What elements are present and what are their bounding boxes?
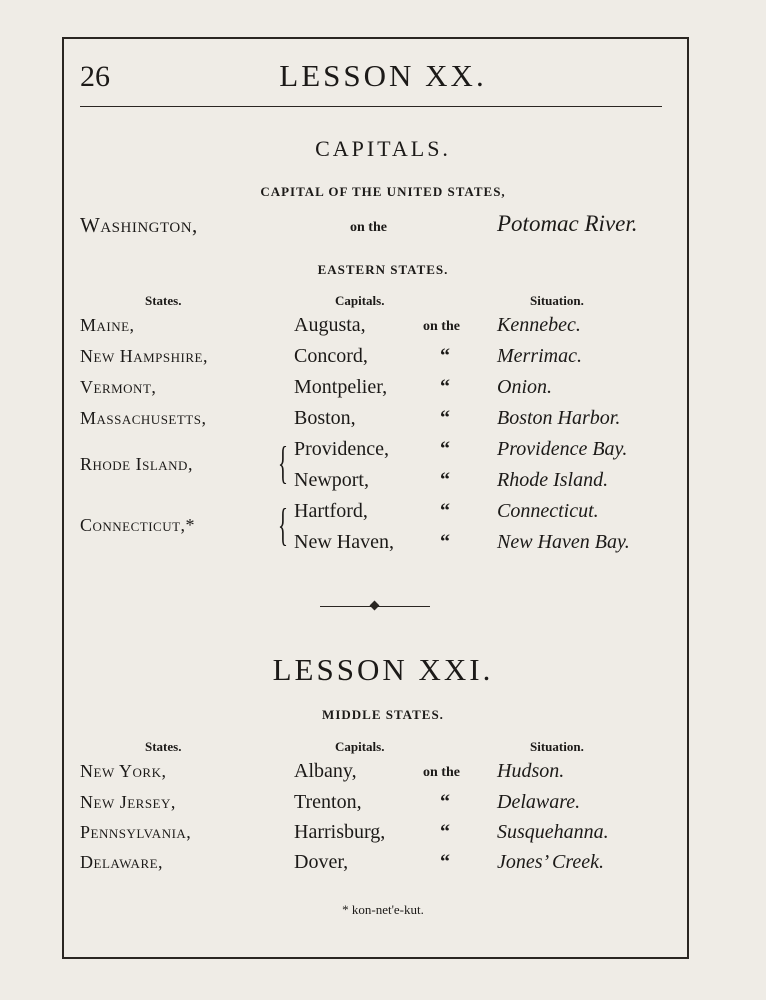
situation-name: Delaware.	[497, 791, 581, 813]
state-name: Maine,	[80, 315, 135, 335]
brace-icon: {	[278, 499, 288, 550]
eastern-states-heading: EASTERN STATES.	[317, 262, 449, 277]
capital-name: Albany,	[294, 760, 357, 782]
ditto-mark: “	[440, 438, 450, 460]
capital-name: Boston,	[294, 407, 356, 429]
col-states: States.	[145, 293, 182, 308]
col-situation: Situation.	[530, 293, 584, 308]
state-name: New Hampshire,	[80, 346, 208, 366]
ditto-mark: “	[440, 851, 450, 873]
us-capital-heading: CAPITAL OF THE UNITED STATES,	[260, 184, 506, 199]
us-capital-river: Potomac River.	[497, 211, 638, 236]
capital-name: Dover,	[294, 851, 349, 873]
section-title: CAPITALS.	[315, 136, 451, 161]
col-states: States.	[145, 739, 182, 754]
ditto-mark: “	[440, 345, 450, 367]
capital-name: New Haven,	[294, 531, 394, 553]
ditto-mark: “	[440, 821, 450, 843]
col-situation: Situation.	[530, 739, 584, 754]
capital-name: Providence,	[294, 438, 389, 460]
page-number: 26	[80, 60, 110, 93]
ditto-mark: “	[440, 531, 450, 553]
situation-name: Hudson.	[497, 760, 565, 782]
lesson-20-title: LESSON XX.	[279, 58, 487, 93]
situation-name: Jones’ Creek.	[497, 851, 604, 873]
header-rule	[80, 106, 662, 107]
situation-name: Boston Harbor.	[497, 407, 621, 429]
situation-name: Onion.	[497, 376, 552, 398]
ditto-mark: “	[440, 407, 450, 429]
footnote: * kon-net'e-kut.	[342, 902, 424, 917]
situation-name: Rhode Island.	[497, 469, 609, 491]
state-name: Rhode Island,	[80, 454, 193, 474]
ditto-mark: “	[440, 376, 450, 398]
brace-icon: {	[278, 437, 288, 488]
us-capital-city: Washington,	[80, 213, 198, 237]
on-the: on the	[423, 765, 460, 780]
situation-name: Connecticut.	[497, 500, 599, 522]
situation-name: Providence Bay.	[497, 438, 628, 460]
situation-name: Susquehanna.	[497, 821, 609, 843]
situation-name: Kennebec.	[497, 314, 581, 336]
ditto-mark: “	[440, 500, 450, 522]
capital-name: Augusta,	[294, 314, 366, 336]
ditto-mark: “	[440, 469, 450, 491]
us-capital-on: on the	[350, 220, 387, 235]
middle-states-heading: MIDDLE STATES.	[322, 707, 444, 722]
state-name: Pennsylvania,	[80, 822, 192, 842]
on-the: on the	[423, 319, 460, 334]
situation-name: New Haven Bay.	[497, 531, 630, 553]
capital-name: Concord,	[294, 345, 368, 367]
state-name: New York,	[80, 761, 167, 781]
situation-name: Merrimac.	[497, 345, 582, 367]
col-capitals: Capitals.	[335, 739, 385, 754]
state-name: Connecticut,*	[80, 515, 196, 535]
capital-name: Newport,	[294, 469, 369, 491]
ditto-mark: “	[440, 791, 450, 813]
state-name: New Jersey,	[80, 792, 176, 812]
capital-name: Trenton,	[294, 791, 362, 813]
state-name: Vermont,	[80, 377, 157, 397]
state-name: Massachusetts,	[80, 408, 207, 428]
capital-name: Harrisburg,	[294, 821, 386, 843]
state-name: Delaware,	[80, 852, 164, 872]
col-capitals: Capitals.	[335, 293, 385, 308]
lesson-21-title: LESSON XXI.	[272, 652, 494, 687]
capital-name: Hartford,	[294, 500, 368, 522]
capital-name: Montpelier,	[294, 376, 388, 398]
